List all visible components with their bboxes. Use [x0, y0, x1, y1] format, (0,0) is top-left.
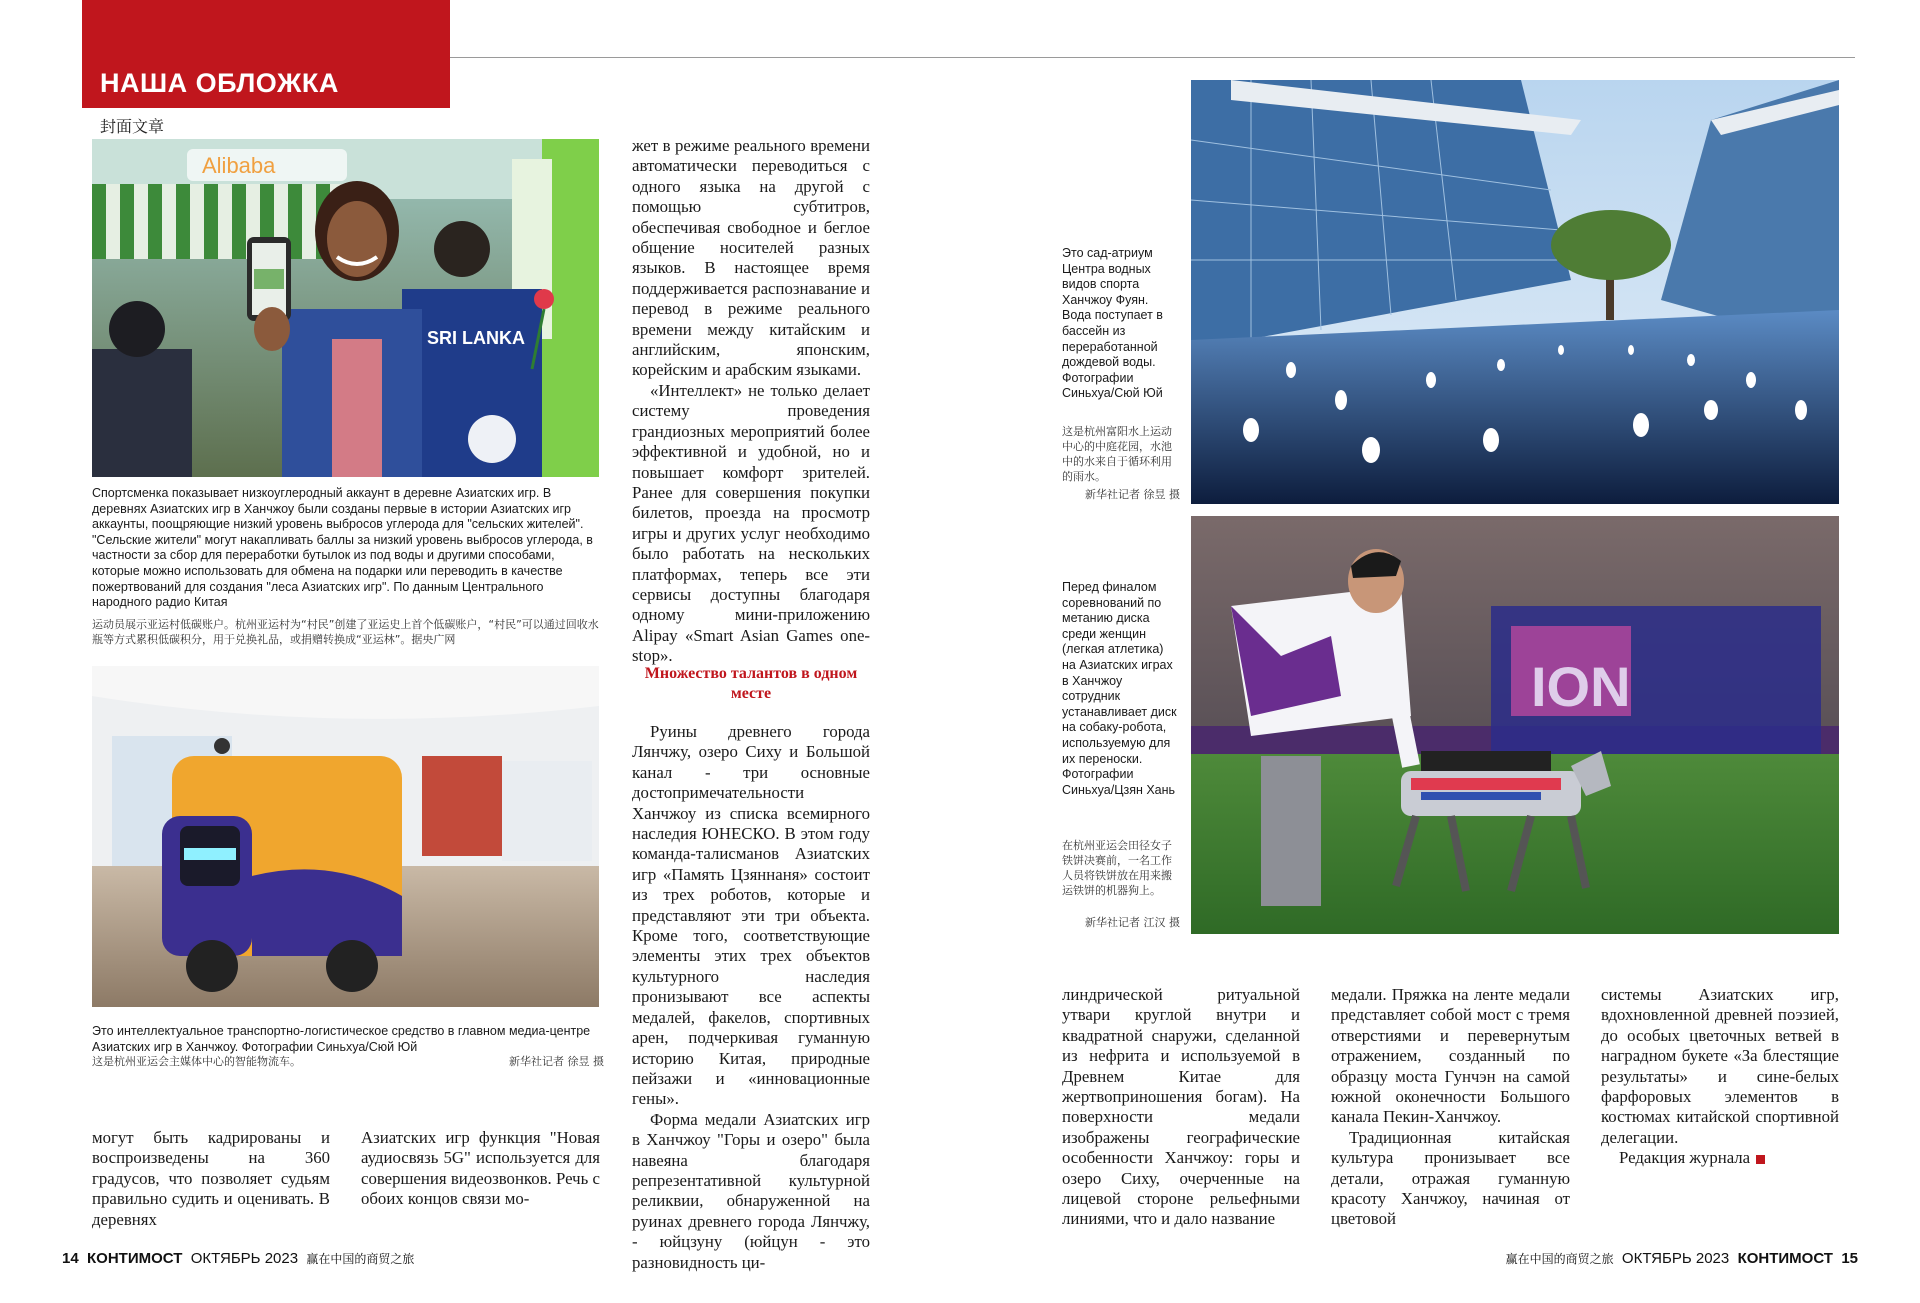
robot-vehicle-caption-cn: 这是杭州亚运会主媒体中心的智能物流车。 — [92, 1055, 301, 1068]
issue-date: ОКТЯБРЬ 2023 — [1621, 1250, 1730, 1267]
robot-dog-credit-cn: 新华社记者 江汉 摄 — [1085, 916, 1180, 929]
subheading: Множество талантов в одном месте — [644, 665, 858, 702]
issue-date: ОКТЯБРЬ 2023 — [190, 1250, 299, 1267]
footer-slogan-cn: 赢在中国的商贸之旅 — [1505, 1252, 1614, 1266]
page-number: 15 — [1841, 1250, 1858, 1267]
paragraph: линдрической ритуальной утвари круглой внутри и квадратной снаружи, сделанной из нефрита и используемой в Древнем Китае для жертвоприношения богам). На поверхности медали изображены географические особенности Ханчжоу: горы и озеро Сиху, очерченные на лицевой стороне рельефными линиями, что и дало название — [1062, 985, 1300, 1229]
svg-text:ION: ION — [1531, 655, 1631, 718]
section-title: НАША ОБЛОЖКА — [100, 68, 339, 98]
robot-dog-caption-cn: 在杭州亚运会田径女子铁饼决赛前，一名工作人员将铁饼放在用来搬运铁饼的机器狗上。 — [1062, 839, 1172, 897]
paragraph: могут быть кадрированы и воспроизведены на 360 градусов, что позволяет судьям правильно судить и оценивать. В деревнях — [92, 1128, 330, 1229]
paragraph: «Интеллект» не только делает систему проведения грандиозных мероприятий более эффективной и удобной, но и повышает комфорт зрителей. Ранее для совершения покупки билетов, проезда на просмотр игры и других услуг необходимо было работать на нескольких платформах, теперь все эти сервисы доступны благодаря одному мини-приложению Alipay «Smart Asian Games one-stop». — [632, 380, 870, 666]
atrium-credit-cn: 新华社记者 徐昱 摄 — [1085, 488, 1180, 501]
robot-dog-photo — [1191, 516, 1839, 934]
footer-slogan-cn: 赢在中国的商贸之旅 — [306, 1252, 415, 1266]
page-number: 14 — [62, 1250, 79, 1267]
paragraph: Азиатских игр функция "Новая аудиосвязь 5G" используется для совершения видеозвонков. Речь с обоих концов связи мо- — [361, 1128, 600, 1209]
paragraph: медали. Пряжка на ленте медали представляет собой мост с тремя отверстиями и перевернутым отражением, созданный по образцу моста Гунчэн на самой южной оконечности Большого канала Пекин-Ханчжоу. — [1331, 985, 1570, 1127]
robot-vehicle-photo — [92, 666, 599, 1007]
paragraph: Руины древнего города Лянчжу, озеро Сиху и Большой канал - три основные достопримечательности Ханчжоу из списка всемирного наследия ЮНЕСКО. В этом году команда-талисманов Азиатских игр «Память Цзяннаня» состоит из трех роботов, которые и представляют эти три объекта. Кроме того, соответствующие элементы этих трех объектов культурного наследия пронизывают все аспекты медалей, факелов, спортивных арен, подчеркивая гуманную историю Китая, природные пейзажи и «инновационные гены». — [632, 722, 870, 1109]
robot-vehicle-credit-cn: 新华社记者 徐昱 摄 — [509, 1055, 604, 1068]
paragraph: Форма медали Азиатских игр в Ханчжоу "Горы и озеро" была навеяна благодаря репрезентативной культурной реликвии, обнаруженной на руинах древнего города Лянчжу, - юйцзуну (юйцун - это разновидность ци- — [632, 1109, 870, 1272]
atrium-caption: Это сад-атриум Центра водных видов спорта Ханчжоу Фуян. Вода поступает в бассейн из переработанной дождевой воды. Фотографии Синьхуа/Сюй Юй — [1062, 246, 1163, 401]
robot-vehicle-caption: Это интеллектуальное транспортно-логистическое средство в главном медиа-центре Азиатских игр в Ханчжоу. Фотографии Синьхуа/Сюй Юй — [92, 1024, 591, 1054]
magazine-name: КОНТИМОСТ — [87, 1250, 183, 1267]
svg-text:SRI LANKA: SRI LANKA — [427, 328, 525, 348]
right-col-3 — [1601, 985, 1839, 1169]
footer-left — [62, 1250, 414, 1267]
left-bottom-col-2 — [361, 1128, 600, 1210]
magazine-name: КОНТИМОСТ — [1737, 1250, 1833, 1267]
paragraph: жет в режиме реального времени автоматически переводиться с одного языка на другой с помощью субтитров, обеспечивая свободное и беглое общение носителей разных языков. В настоящее время поддерживается распознавание и перевод в режиме реального времени между китайским и английским, японским, корейским и арабским языками. — [632, 136, 870, 380]
middle-col-bottom — [632, 722, 870, 1273]
editor-signature: Редакция журнала — [1601, 1148, 1839, 1168]
paragraph: Традиционная китайская культура пронизывает все детали, отражая гуманную красоту Ханчжоу, начиная от цветовой — [1331, 1127, 1570, 1229]
svg-text:Alibaba: Alibaba — [202, 153, 276, 178]
atrium-caption-cn: 这是杭州富阳水上运动中心的中庭花园，水池中的水来自于循环利用的雨水。 — [1062, 425, 1172, 483]
section-subtitle-cn: 封面文章 — [100, 117, 165, 136]
athlete-photo — [92, 139, 599, 477]
left-bottom-col-1 — [92, 1128, 330, 1230]
athlete-caption: Спортсменка показывает низкоуглеродный аккаунт в деревне Азиатских игр. В деревнях Азиатских игр в Ханчжоу были созданы первые в истории Азиатских игр аккаунты, поощряющие низкий уровень выбросов углерода для "сельских жителей". "Сельские жители" могут накапливать баллы за низкий уровень выбросов углерода, в частности за сбор для переработки бутылок из под воды и другими способами, которые можно использовать для обмена на подарки или переводить в качестве пожертвований для создания "леса Азиатских игр". По данным Центрального народного радио Китая — [92, 486, 593, 610]
header-rule — [450, 57, 1855, 58]
middle-col-top — [632, 136, 870, 667]
paragraph: системы Азиатских игр, вдохновленной древней поэзией, до особых цветочных ветвей в наградном букете «За блестящие результаты» и сине-белых фарфоровых элементов в костюмах китайской спортивной делегации. — [1601, 985, 1839, 1147]
right-col-1 — [1062, 985, 1300, 1230]
end-mark-icon — [1756, 1155, 1765, 1164]
footer-right — [1480, 1250, 1858, 1267]
right-col-2 — [1331, 985, 1570, 1230]
athlete-caption-cn: 运动员展示亚运村低碳账户。杭州亚运村为“村民”创建了亚运史上首个低碳账户，“村民”可以通过回收水瓶等方式累积低碳积分，用于兑换礼品，或捐赠转换成“亚运林”。据央广网 — [92, 618, 599, 646]
atrium-photo — [1191, 80, 1839, 504]
robot-dog-caption: Перед финалом соревнований по метанию диска среди женщин (легкая атлетика) на Азиатских играх в Ханчжоу сотрудник устанавливает диск на собаку-робота, используемую для их переноски. Фотографии Синьхуа/Цзян Хань — [1062, 580, 1177, 797]
